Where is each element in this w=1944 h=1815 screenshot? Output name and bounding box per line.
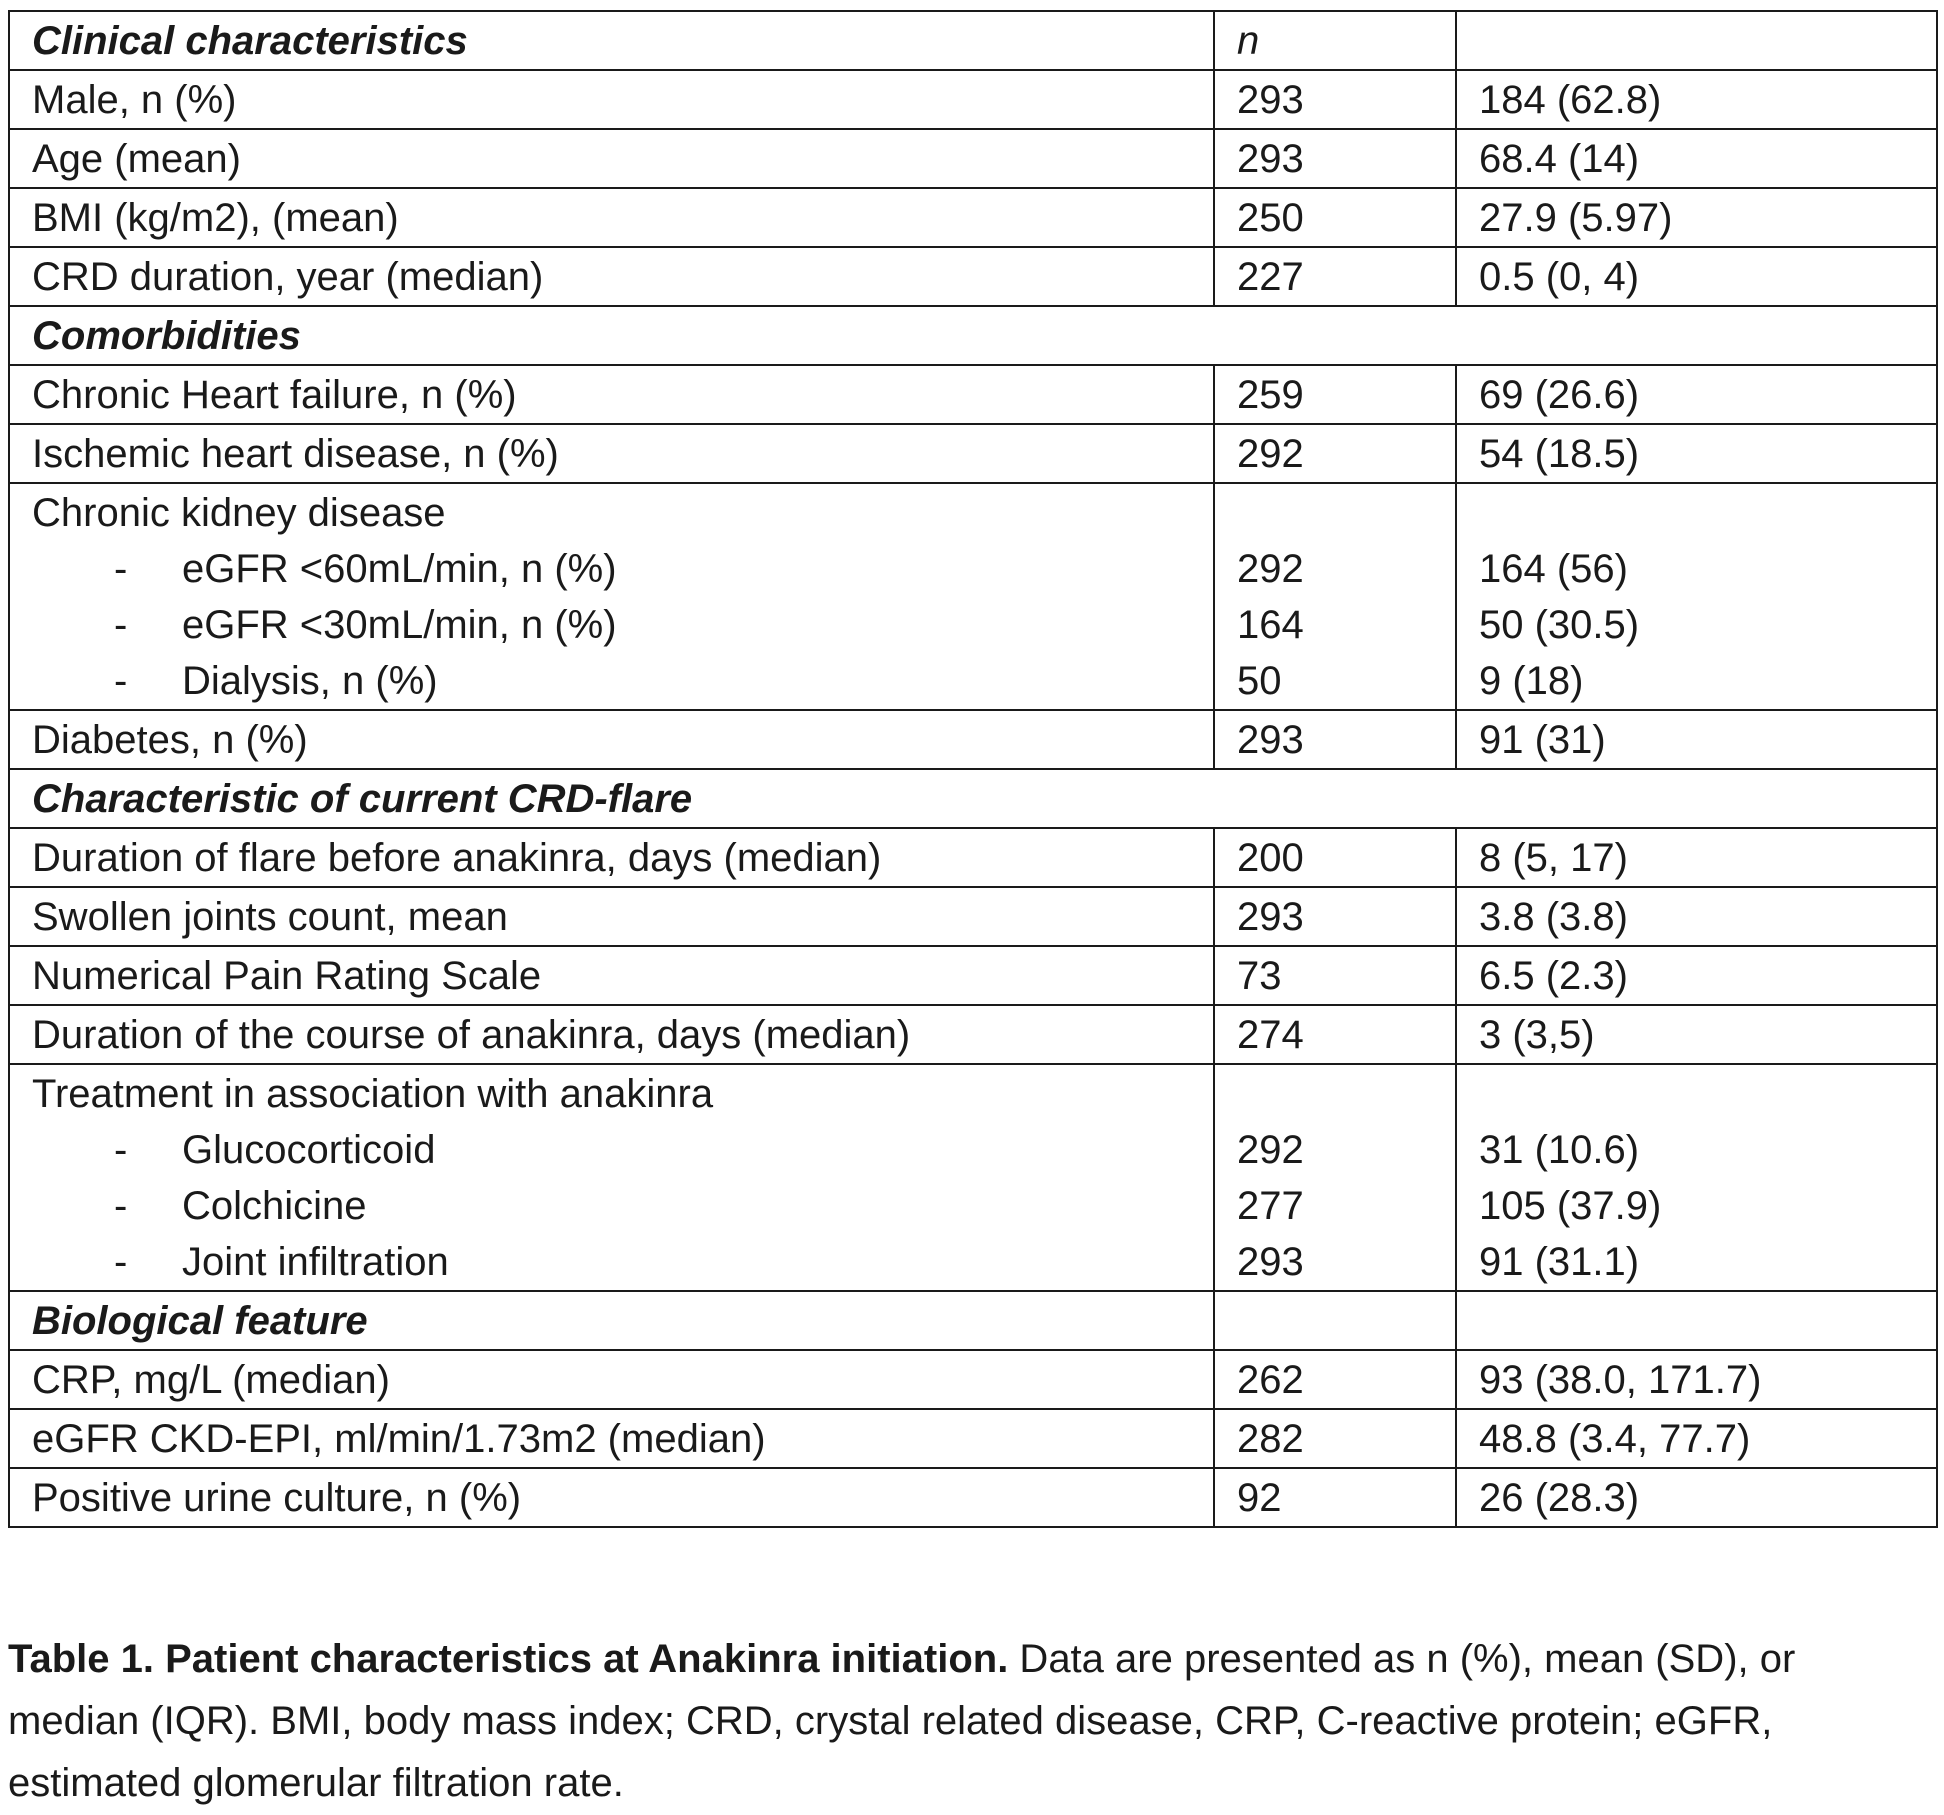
row-value: 48.8 (3.4, 77.7): [1456, 1409, 1937, 1468]
row-n: 92: [1214, 1468, 1456, 1527]
table-row-ckd: [9, 483, 1937, 710]
treatment-sub-item: [32, 1122, 1213, 1178]
list-dash: -: [114, 1128, 128, 1172]
treatment-label-cell: [9, 1064, 1214, 1291]
list-dash: -: [114, 1184, 128, 1228]
row-value: 6.5 (2.3): [1456, 946, 1937, 1005]
section-heading-flare: Characteristic of current CRD-flare: [9, 769, 1937, 828]
section-heading-clinical: Clinical characteristics: [9, 11, 1214, 70]
row-value: 26 (28.3): [1456, 1468, 1937, 1527]
row-label: CRP, mg/L (median): [9, 1350, 1214, 1409]
sub-n: 277: [1237, 1184, 1304, 1228]
sub-value: 31 (10.6): [1479, 1128, 1640, 1172]
row-n: 274: [1214, 1005, 1456, 1064]
sub-value: 105 (37.9): [1479, 1184, 1662, 1228]
row-value: 27.9 (5.97): [1456, 188, 1937, 247]
row-value: 3 (3,5): [1456, 1005, 1937, 1064]
ckd-value-cell: [1456, 483, 1937, 710]
ckd-label: Chronic kidney disease: [32, 491, 446, 535]
row-value: 0.5 (0, 4): [1456, 247, 1937, 306]
column-header-n: n: [1214, 11, 1456, 70]
table-row: [9, 365, 1937, 424]
list-dash: -: [114, 1240, 128, 1284]
row-value: 93 (38.0, 171.7): [1456, 1350, 1937, 1409]
table-header-row: [9, 11, 1937, 70]
row-label: Numerical Pain Rating Scale: [9, 946, 1214, 1005]
sub-n: 50: [1237, 659, 1282, 703]
row-n: 73: [1214, 946, 1456, 1005]
table-row: [9, 1468, 1937, 1527]
row-n: 200: [1214, 828, 1456, 887]
row-label: Diabetes, n (%): [9, 710, 1214, 769]
row-n: 293: [1214, 710, 1456, 769]
sub-value: 91 (31.1): [1479, 1240, 1640, 1284]
row-label: Duration of the course of anakinra, days (median): [9, 1005, 1214, 1064]
row-label: CRD duration, year (median): [9, 247, 1214, 306]
row-value: 3.8 (3.8): [1456, 887, 1937, 946]
sub-label: eGFR <60mL/min, n (%): [182, 547, 617, 591]
row-label: Duration of flare before anakinra, days (median): [9, 828, 1214, 887]
table-row: [9, 1005, 1937, 1064]
row-label: Positive urine culture, n (%): [9, 1468, 1214, 1527]
section-heading-biological: Biological feature: [9, 1291, 1214, 1350]
caption-line-3: estimated glomerular filtration rate.: [8, 1761, 624, 1805]
table-row: [9, 1409, 1937, 1468]
row-value: 184 (62.8): [1456, 70, 1937, 129]
section-heading-comorbidities: Comorbidities: [9, 306, 1937, 365]
row-n: 282: [1214, 1409, 1456, 1468]
caption-text-1: Data are presented as n (%), mean (SD), or: [1008, 1637, 1796, 1681]
row-value: 54 (18.5): [1456, 424, 1937, 483]
list-dash: -: [114, 603, 128, 647]
section-row-flare: [9, 769, 1937, 828]
row-n: 293: [1214, 887, 1456, 946]
table-row: [9, 70, 1937, 129]
table-row: [9, 247, 1937, 306]
sub-value: 50 (30.5): [1479, 603, 1640, 647]
row-n: 250: [1214, 188, 1456, 247]
table-caption: [8, 1628, 1908, 1814]
row-value: 91 (31): [1456, 710, 1937, 769]
row-label: Age (mean): [9, 129, 1214, 188]
row-label: Swollen joints count, mean: [9, 887, 1214, 946]
table-row: [9, 424, 1937, 483]
row-label: BMI (kg/m2), (mean): [9, 188, 1214, 247]
row-label: Chronic Heart failure, n (%): [9, 365, 1214, 424]
sub-label: Joint infiltration: [182, 1240, 449, 1284]
empty-cell: [1456, 1291, 1937, 1350]
treatment-value-cell: [1456, 1064, 1937, 1291]
treatment-label: Treatment in association with anakinra: [32, 1072, 714, 1116]
sub-label: Colchicine: [182, 1184, 367, 1228]
list-dash: -: [114, 659, 128, 703]
table-row: [9, 129, 1937, 188]
sub-label: Glucocorticoid: [182, 1128, 436, 1172]
table-row-treatment: [9, 1064, 1937, 1291]
list-dash: -: [114, 547, 128, 591]
row-label: Ischemic heart disease, n (%): [9, 424, 1214, 483]
document-page: [8, 10, 1936, 1528]
row-label: eGFR CKD-EPI, ml/min/1.73m2 (median): [9, 1409, 1214, 1468]
caption-line-1: [8, 1628, 1908, 1690]
treatment-n-cell: [1214, 1064, 1456, 1291]
sub-value: 9 (18): [1479, 659, 1584, 703]
section-row-comorbidities: [9, 306, 1937, 365]
treatment-sub-item: [32, 1178, 1213, 1234]
table-row: [9, 828, 1937, 887]
row-value: 69 (26.6): [1456, 365, 1937, 424]
ckd-sub-item: [32, 653, 1213, 709]
caption-line-2: median (IQR). BMI, body mass index; CRD, crystal related disease, CRP, C-reactive protein; eGFR,: [8, 1699, 1773, 1743]
sub-label: eGFR <30mL/min, n (%): [182, 603, 617, 647]
table-row: [9, 1350, 1937, 1409]
row-n: 293: [1214, 129, 1456, 188]
ckd-label-cell: [9, 483, 1214, 710]
row-value: 68.4 (14): [1456, 129, 1937, 188]
table-row: [9, 188, 1937, 247]
ckd-sub-item: [32, 597, 1213, 653]
row-value: 8 (5, 17): [1456, 828, 1937, 887]
row-n: 227: [1214, 247, 1456, 306]
ckd-sub-item: [32, 541, 1213, 597]
sub-n: 292: [1237, 1128, 1304, 1172]
treatment-sub-item: [32, 1234, 1213, 1290]
sub-value: 164 (56): [1479, 547, 1628, 591]
table-row: [9, 710, 1937, 769]
row-n: 259: [1214, 365, 1456, 424]
column-header-value: [1456, 11, 1937, 70]
sub-n: 292: [1237, 547, 1304, 591]
caption-title: Table 1. Patient characteristics at Anakinra initiation.: [8, 1637, 1009, 1681]
sub-label: Dialysis, n (%): [182, 659, 438, 703]
patient-characteristics-table: [8, 10, 1938, 1528]
sub-n: 293: [1237, 1240, 1304, 1284]
section-row-biological: [9, 1291, 1937, 1350]
table-row: [9, 946, 1937, 1005]
row-label: Male, n (%): [9, 70, 1214, 129]
row-n: 292: [1214, 424, 1456, 483]
empty-cell: [1214, 1291, 1456, 1350]
ckd-n-cell: [1214, 483, 1456, 710]
row-n: 293: [1214, 70, 1456, 129]
table-row: [9, 887, 1937, 946]
row-n: 262: [1214, 1350, 1456, 1409]
sub-n: 164: [1237, 603, 1304, 647]
